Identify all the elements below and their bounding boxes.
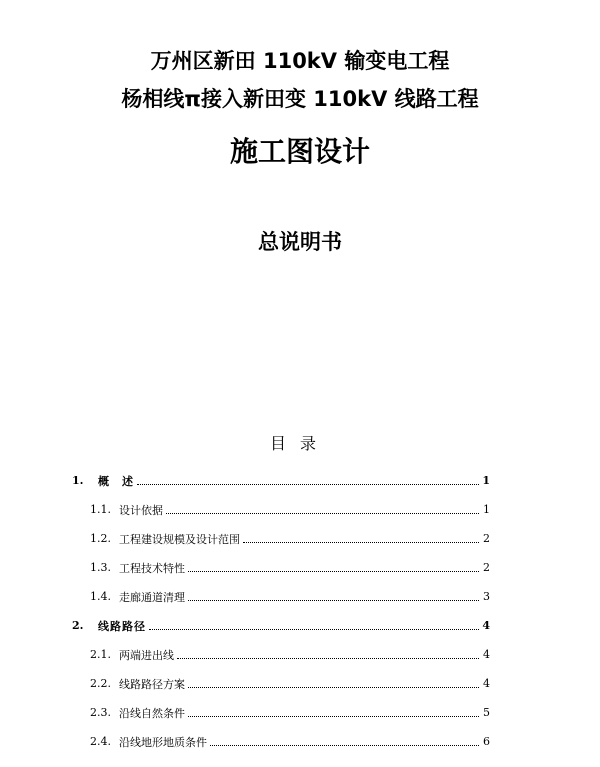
toc-entry[interactable]	[72, 466, 490, 495]
toc-leader-dots	[149, 628, 479, 630]
toc-leader-dots	[243, 541, 479, 543]
toc-leader-dots	[210, 744, 479, 746]
toc-entry-label: 两端进出线	[119, 648, 174, 662]
toc-entry[interactable]	[72, 727, 490, 756]
toc-entry[interactable]	[72, 553, 490, 582]
toc-entry-label: 概 述	[98, 474, 134, 488]
toc-entry-page: 4	[482, 619, 490, 632]
toc-entry-label: 线路路径方案	[119, 677, 185, 691]
toc-entry[interactable]	[72, 495, 490, 524]
toc-entry-number: 1.	[72, 474, 84, 487]
toc-leader-dots	[188, 599, 479, 601]
toc-entry[interactable]	[72, 582, 490, 611]
toc-entry-page: 1	[483, 503, 490, 516]
toc-entry-number: 1.1.	[90, 503, 111, 516]
document-title-line2: 杨相线π接入新田变 110kV 线路工程	[121, 87, 479, 111]
toc-leader-dots	[166, 512, 479, 514]
toc-leader-dots	[188, 570, 479, 572]
toc-entry-label: 工程技术特性	[119, 561, 185, 575]
toc-entry-number: 2.3.	[90, 706, 111, 719]
toc-entry-label: 沿线地形地质条件	[119, 735, 207, 749]
toc-entry[interactable]	[72, 669, 490, 698]
toc-entry-page: 4	[483, 677, 490, 690]
document-title-line1: 万州区新田 110kV 输变电工程	[150, 49, 450, 73]
toc-entry-page: 3	[483, 590, 490, 603]
toc-entry-number: 1.4.	[90, 590, 111, 603]
toc-entry-number: 2.4.	[90, 735, 111, 748]
toc-entry-page: 6	[483, 735, 490, 748]
toc-entry-page: 5	[483, 706, 490, 719]
toc-entry-page: 2	[483, 561, 490, 574]
toc-entry-number: 1.2.	[90, 532, 111, 545]
toc-entry-number: 1.3.	[90, 561, 111, 574]
toc-entry-label: 设计依据	[119, 503, 163, 517]
toc-entry-number: 2.1.	[90, 648, 111, 661]
toc-entry[interactable]	[72, 698, 490, 727]
document-subtitle: 总说明书	[258, 230, 342, 254]
toc-heading: 目录	[269, 434, 330, 453]
toc-entry-label: 工程建设规模及设计范围	[119, 532, 240, 546]
toc-entry[interactable]	[72, 611, 490, 640]
table-of-contents	[72, 466, 490, 756]
document-title-line3: 施工图设计	[229, 135, 370, 168]
toc-leader-dots	[177, 657, 479, 659]
toc-leader-dots	[188, 715, 479, 717]
toc-entry-label: 走廊通道清理	[119, 590, 185, 604]
toc-entry-page: 1	[482, 474, 490, 487]
toc-entry-number: 2.	[72, 619, 84, 632]
toc-entry[interactable]	[72, 524, 490, 553]
toc-leader-dots	[137, 483, 479, 485]
toc-leader-dots	[188, 686, 479, 688]
toc-entry-page: 4	[483, 648, 490, 661]
toc-entry-label: 沿线自然条件	[119, 706, 185, 720]
toc-entry-label: 线路路径	[98, 619, 146, 633]
toc-entry-number: 2.2.	[90, 677, 111, 690]
toc-entry-page: 2	[483, 532, 490, 545]
toc-entry[interactable]	[72, 640, 490, 669]
